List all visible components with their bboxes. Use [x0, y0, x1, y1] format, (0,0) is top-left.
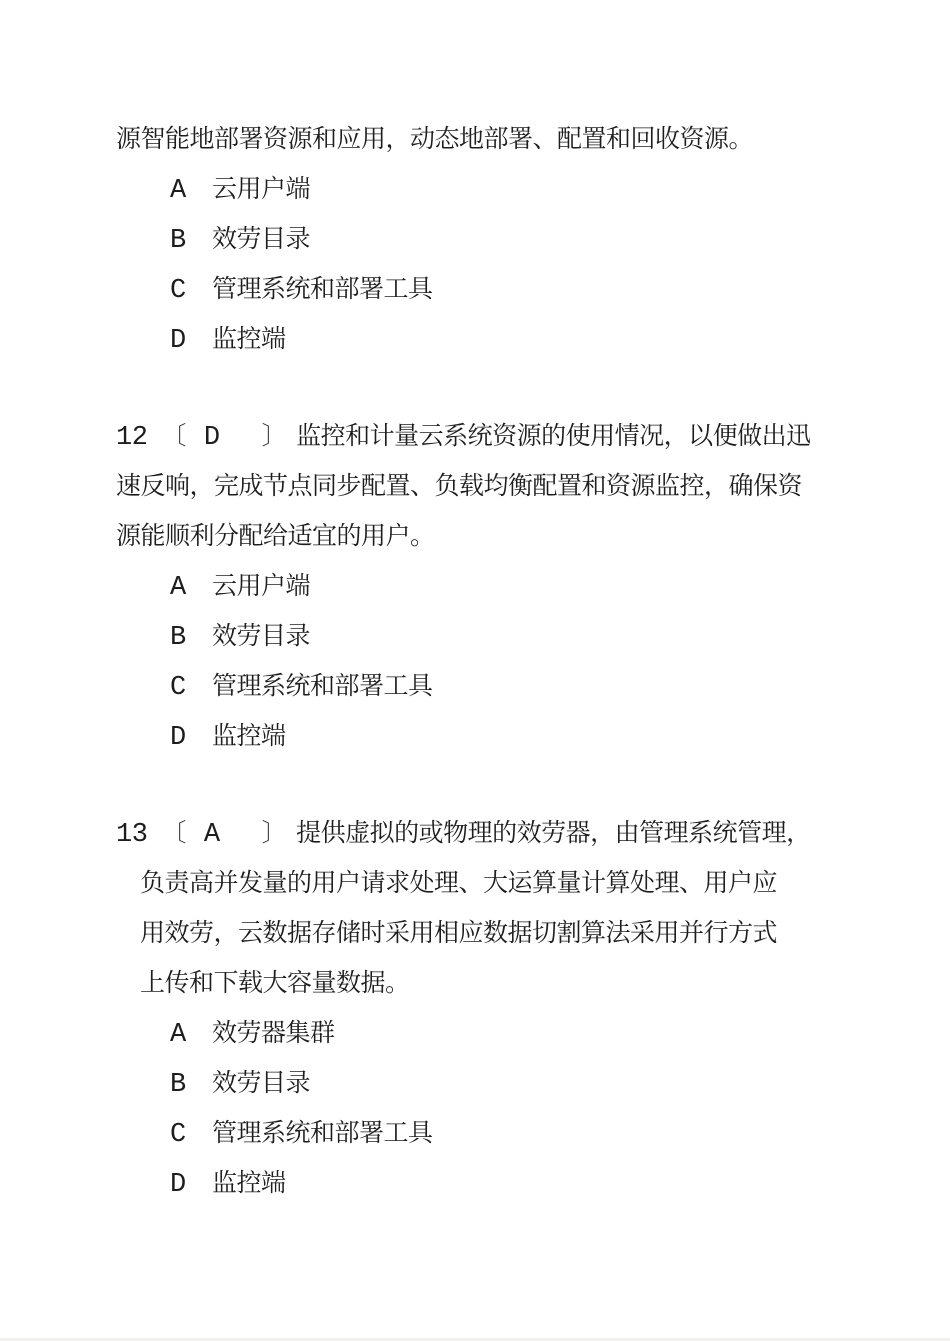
question-spacer: [116, 762, 870, 809]
question-text-line: 速反响，完成节点同步配置、负载均衡配置和资源监控，确保资: [116, 473, 803, 500]
question-text-line: 负责高并发量的用户请求处理、大运算量计算处理、用户应: [140, 870, 778, 897]
option-letter: A: [170, 573, 186, 603]
answer-bracket-close: 〕: [261, 423, 287, 450]
option-row: [116, 1059, 870, 1109]
option-row: [116, 315, 870, 365]
answer-bracket-open: 〔: [161, 820, 186, 847]
question-text: 提供虚拟的或物理的效劳器，由管理系统管理，: [296, 820, 811, 847]
question-text-line: 源能顺利分配给适宜的用户。: [116, 523, 435, 550]
option-row: [116, 1109, 870, 1159]
question-text-line: 源智能地部署资源和应用，动态地部署、配置和回收资源。: [116, 126, 754, 153]
option-row: [116, 662, 870, 712]
question-head-line: [116, 809, 870, 859]
option-label: 云用户端: [212, 176, 311, 203]
option-row: [116, 265, 870, 315]
question-number: 13: [116, 820, 148, 850]
option-row: [116, 1009, 870, 1059]
option-label: 云用户端: [212, 573, 311, 600]
option-letter: B: [170, 226, 186, 256]
option-label: 监控端: [212, 723, 286, 750]
answer-letter: A: [203, 820, 220, 850]
option-label: 监控端: [212, 1170, 286, 1197]
option-letter: D: [170, 1170, 186, 1200]
option-label: 管理系统和部署工具: [212, 276, 433, 303]
option-row: [116, 1159, 870, 1209]
option-row: [116, 712, 870, 762]
option-label: 监控端: [212, 326, 286, 353]
option-letter: C: [170, 1120, 186, 1150]
option-letter: C: [170, 276, 186, 306]
option-letter: C: [170, 673, 186, 703]
option-row: [116, 165, 870, 215]
option-letter: D: [170, 723, 186, 753]
question-spacer: [116, 365, 870, 412]
option-row: [116, 215, 870, 265]
option-label: 效劳目录: [212, 226, 311, 253]
question-number: 12: [116, 423, 148, 453]
answer-bracket-close: 〕: [261, 820, 287, 847]
option-letter: B: [170, 623, 186, 653]
question-text-line: 用效劳，云数据存储时采用相应数据切割算法采用并行方式: [140, 920, 778, 947]
option-label: 管理系统和部署工具: [212, 673, 433, 700]
question-head-line: [116, 412, 870, 462]
option-label: 效劳器集群: [212, 1020, 335, 1047]
option-letter: D: [170, 326, 186, 356]
question-block-11-partial: [116, 115, 870, 365]
option-row: [116, 562, 870, 612]
question-text-line: 上传和下载大容量数据。: [140, 970, 410, 997]
option-label: 管理系统和部署工具: [212, 1120, 433, 1147]
question-block-13: [116, 809, 870, 1209]
question-text: 监控和计量云系统资源的使用情况，以便做出迅: [296, 423, 811, 450]
option-letter: A: [170, 176, 186, 206]
option-label: 效劳目录: [212, 623, 311, 650]
option-label: 效劳目录: [212, 1070, 311, 1097]
question-block-12: [116, 412, 870, 762]
answer-bracket-open: 〔: [161, 423, 186, 450]
answer-letter: D: [203, 423, 220, 453]
option-row: [116, 612, 870, 662]
option-letter: B: [170, 1070, 186, 1100]
option-letter: A: [170, 1020, 186, 1050]
